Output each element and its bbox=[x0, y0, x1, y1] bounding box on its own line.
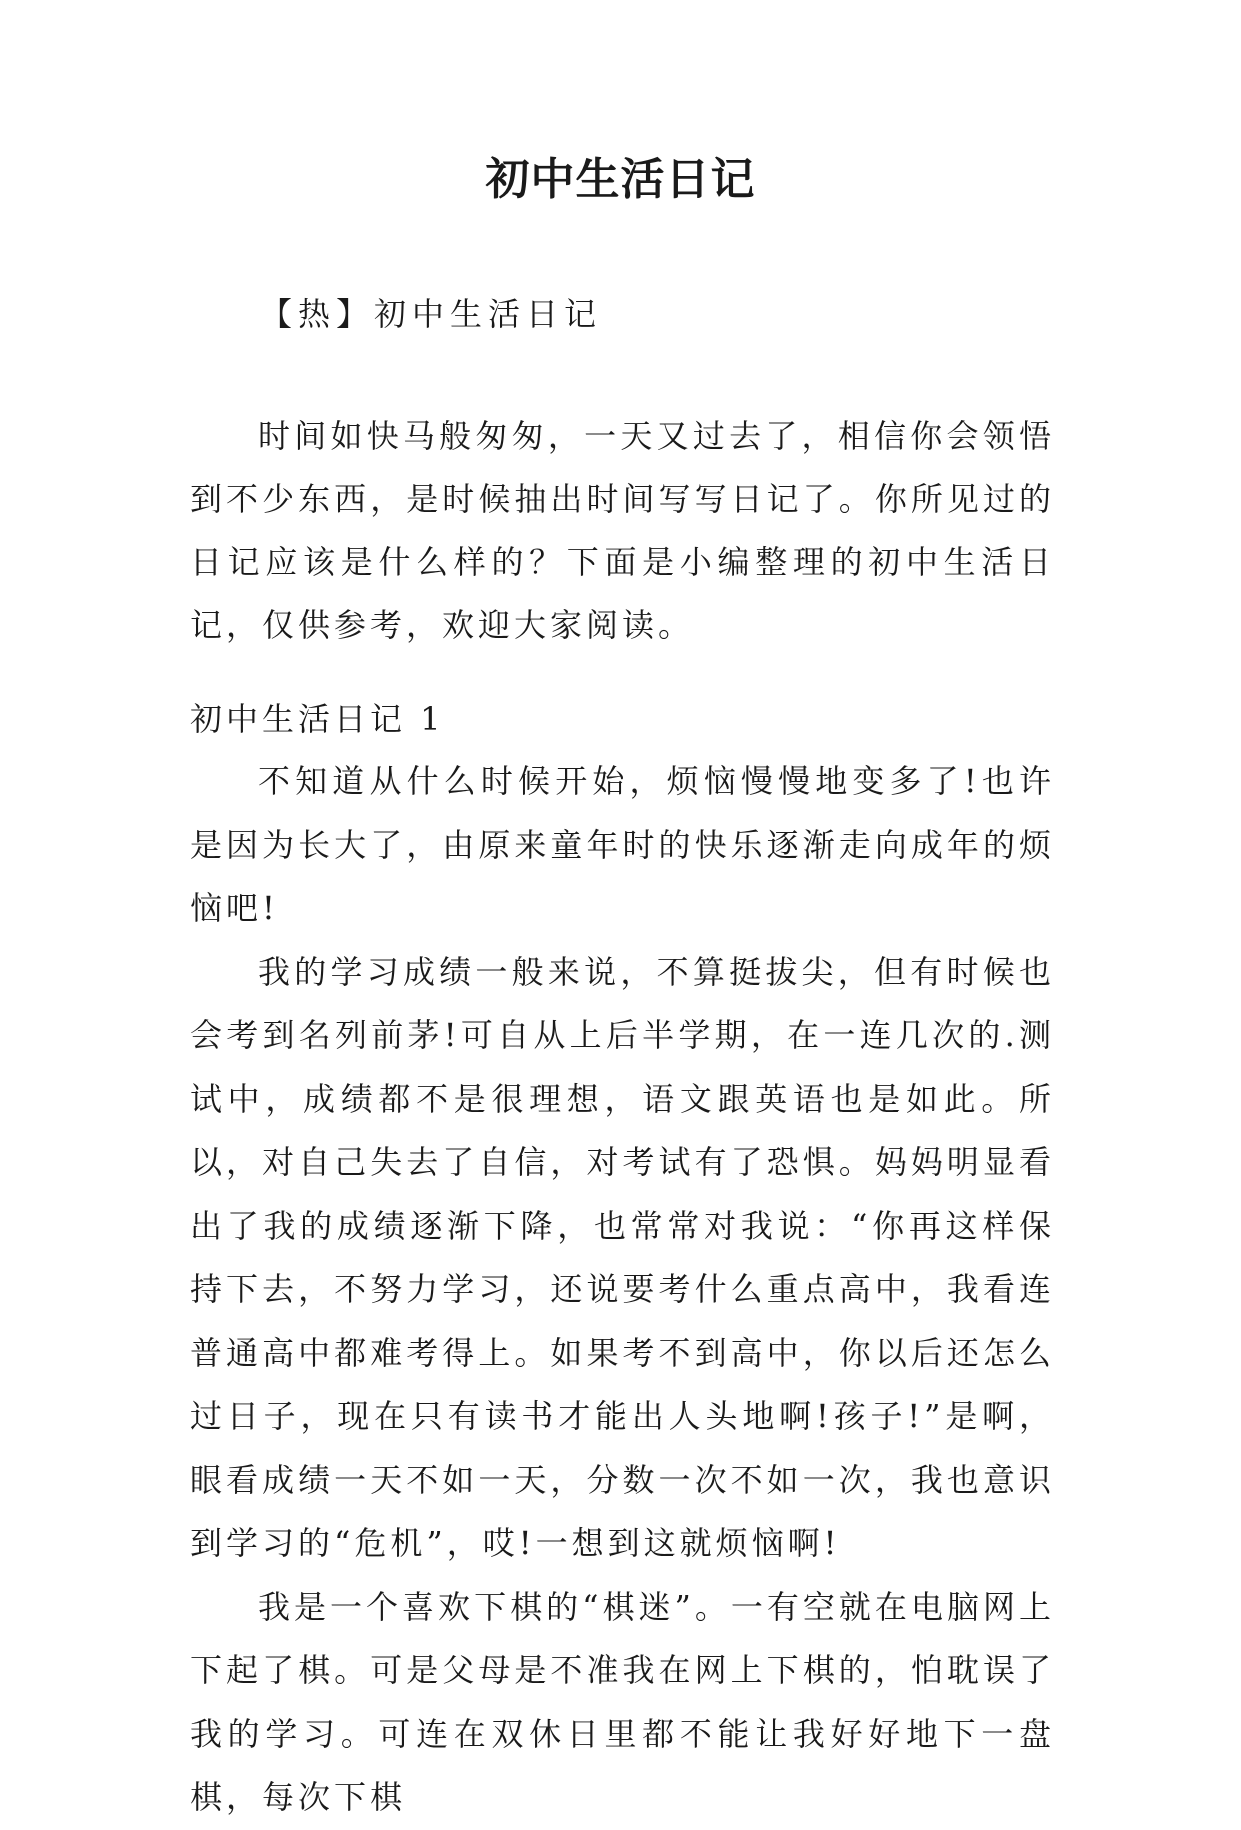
body-paragraph: 不知道从什么时候开始，烦恼慢慢地变多了!也许是因为长大了，由原来童年时的快乐逐渐走向成年的烦恼吧! bbox=[190, 762, 1055, 927]
body-paragraph: 我的学习成绩一般来说，不算挺拔尖，但有时候也会考到名列前茅!可自从上后半学期，在一连几次的.测试中，成绩都不是很理想，语文跟英语也是如此。所以，对自己失去了自信，对考试有了恐惧。妈妈明显看出了我的成绩逐渐下降，也常常对我说：“你再这样保持下去，不努力学习，还说要考什么重点高中，我看连普通高中都难考得上。如果考不到高中，你以后还怎么过日子，现在只有读书才能出人头地啊!孩子!”是啊，眼看成绩一天不如一天，分数一次不如一次，我也意识到学习的“危机”，哎!一想到这就烦恼啊! bbox=[190, 952, 1055, 1562]
document-subtitle: 【热】初中生活日记 bbox=[260, 295, 603, 333]
section-heading: 初中生活日记 1 bbox=[190, 700, 445, 738]
body-paragraph: 我是一个喜欢下棋的“棋迷”。一有空就在电脑网上下起了棋。可是父母是不准我在网上下棋的，怕耽误了我的学习。可连在双休日里都不能让我好好地下一盘棋，每次下棋 bbox=[190, 1587, 1055, 1816]
document-title: 初中生活日记 bbox=[485, 154, 756, 205]
diary-body bbox=[190, 750, 1055, 1830]
intro-paragraph: 时间如快马般匆匆，一天又过去了，相信你会领悟到不少东西，是时候抽出时间写写日记了。你所见过的日记应该是什么样的？下面是小编整理的初中生活日记，仅供参考，欢迎大家阅读。 bbox=[190, 417, 1055, 644]
